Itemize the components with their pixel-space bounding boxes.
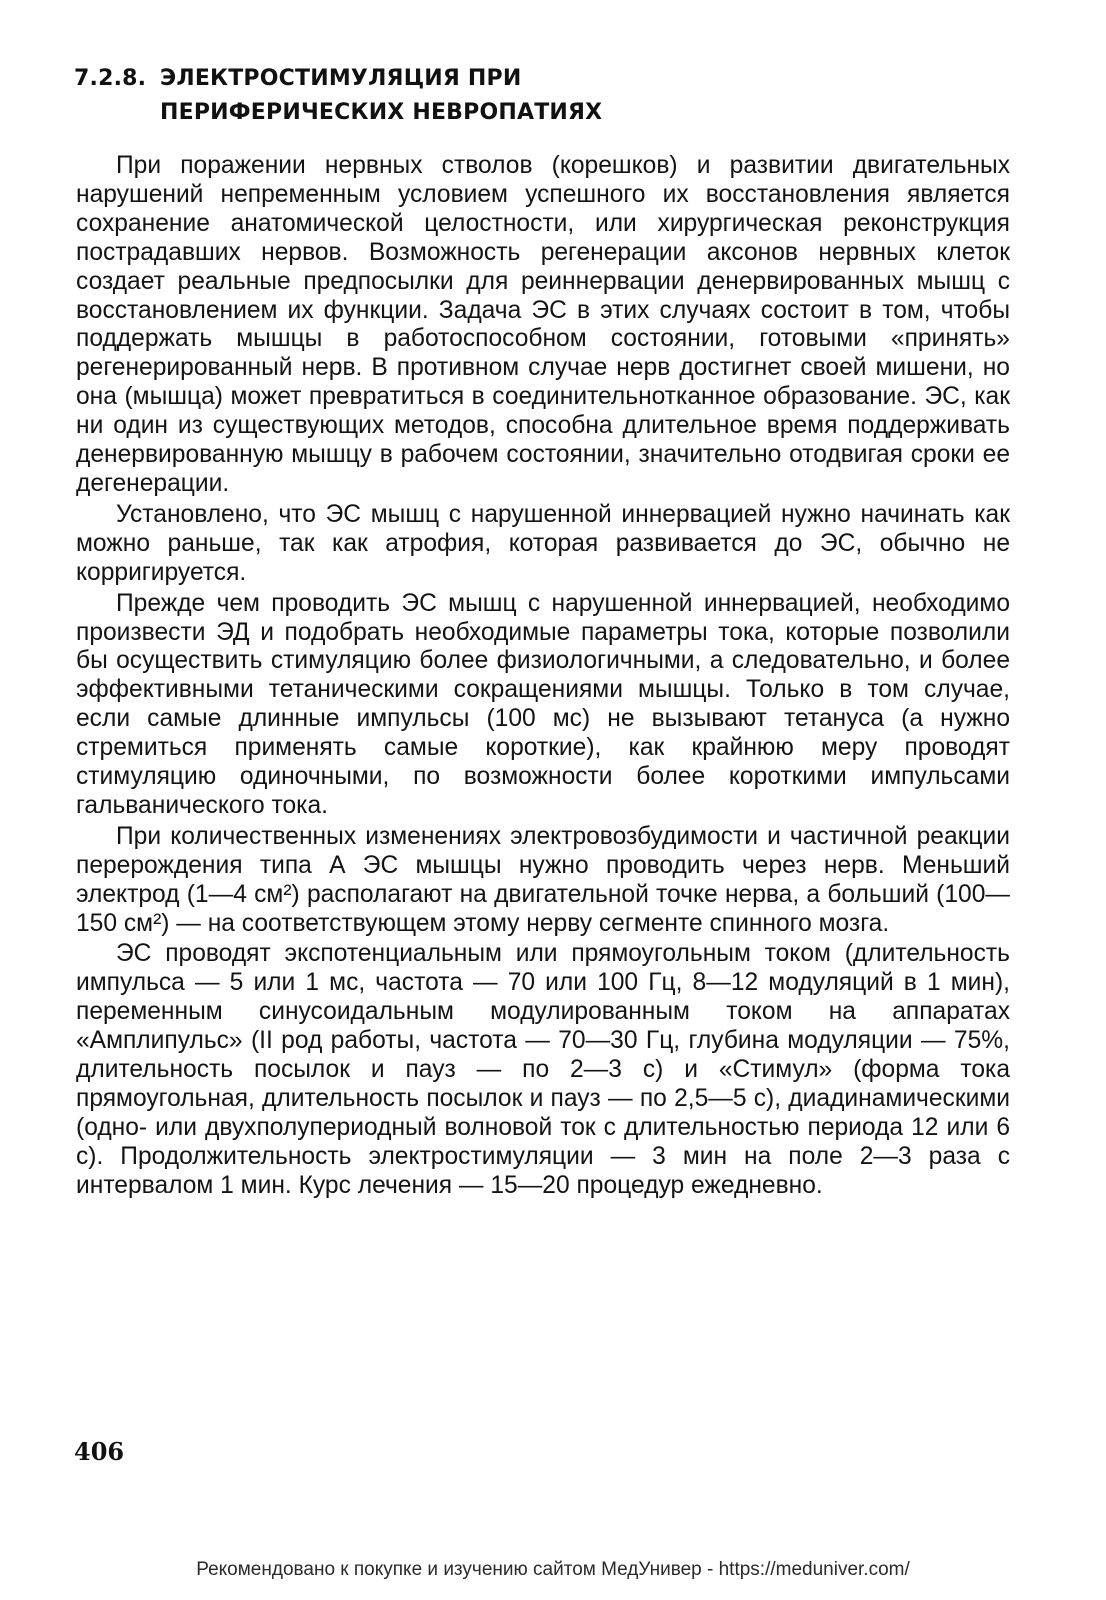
paragraph: При количественных изменениях электровозбудимости и частичной реакции перерождения типа А ЭС мышцы нужно проводить через нерв. Меньший электрод (1—4 см²) располагают на двигательной точке нерва, а больший (100—150 см²) — на соответствующем этому нерву сегменте спинного мозга.	[76, 822, 1010, 937]
section-number: 7.2.8.	[74, 66, 147, 91]
footer-watermark-text: Рекомендовано к покупке и изучению сайтом МедУнивер - https://meduniver.com/	[196, 1559, 910, 1580]
paragraph: При поражении нервных стволов (корешков) и развитии двигательных нарушений непременным условием успешного их восстановления является сохранение анатомической целостности, или хирургическая реконструкция пострадавших нервов. Возможность регенерации аксонов нервных клеток создает реальные предпосылки для реиннервации денервированных мышц с восстановлением их функции. Задача ЭС в этих случаях состоит в том, чтобы поддержать мышцы в работоспособном состоянии, готовыми «принять» регенерированный нерв. В противном случае нерв достигнет своей мишени, но она (мышца) может превратиться в соединительнотканное образование. ЭС, как ни один из существующих методов, способна длительное время поддерживать денервированную мышцу в рабочем состоянии, значительно отодвигая сроки ее дегенерации.	[76, 152, 1010, 497]
paragraph: Установлено, что ЭС мышц с нарушенной иннервацией нужно начинать как можно раньше, так как атрофия, которая развивается до ЭС, обычно не корригируется.	[76, 500, 1010, 586]
paragraph: Прежде чем проводить ЭС мышц с нарушенной иннервацией, необходимо произвести ЭД и подобрать необходимые параметры тока, которые позволили бы осуществить стимуляцию более физиологичными, а следовательно, и более эффективными тетаническими сокращениями мышцы. Только в том случае, если самые длинные импульсы (100 мс) не вызывают тетануса (а нужно стремиться применять самые короткие), как крайнюю меру проводят стимуляцию одиночными, по возможности более короткими импульсами гальванического тока.	[76, 589, 1010, 819]
paragraph: ЭС проводят экспотенциальным или прямоугольным током (длительность импульса — 5 или 1 мс, частота — 70 или 100 Гц, 8—12 модуляций в 1 мин), переменным синусоидальным модулированным током на аппаратах «Амплипульс» (II род работы, частота — 70—30 Гц, глубина модуляции — 75%, длительность посылок и пауз — по 2—3 с) и «Стимул» (форма тока прямоугольная, длительность посылок и пауз — по 2,5—5 с), диадинамическими (одно- или двухполупериодный волновой ток с длительностью периода 12 или 6 с). Продолжительность электростимуляции — 3 мин на поле 2—3 раза с интервалом 1 мин. Курс лечения — 15—20 процедур ежедневно.	[76, 940, 1010, 1199]
section-heading	[74, 62, 974, 130]
body-text	[76, 152, 1010, 1201]
section-title-line1: ЭЛЕКТРОСТИМУЛЯЦИЯ ПРИ	[160, 66, 522, 91]
page-number: 406	[74, 1437, 125, 1466]
section-title-line2: ПЕРИФЕРИЧЕСКИХ НЕВРОПАТИЯХ	[160, 100, 603, 125]
